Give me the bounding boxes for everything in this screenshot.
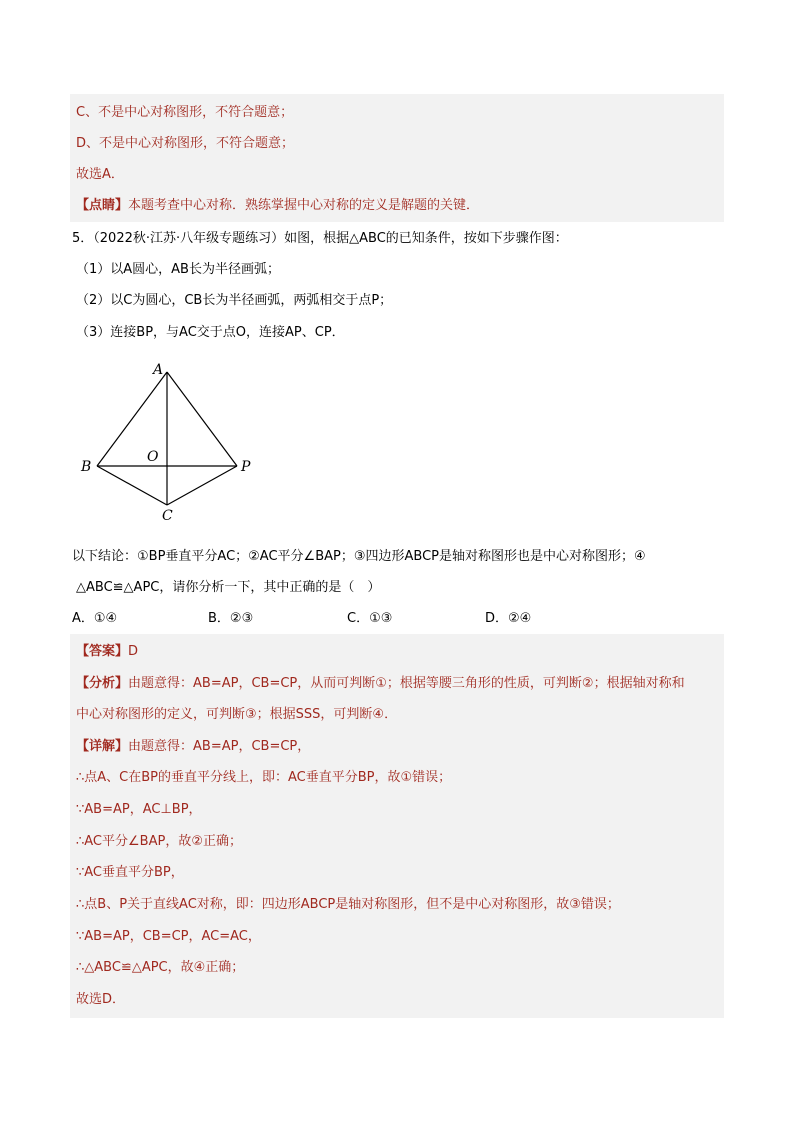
detail-line: ∵AC垂直平分BP，: [76, 865, 184, 880]
detail-line: ∴点A、C在BP的垂直平分线上，即：AC垂直平分BP，故①错误；: [76, 770, 452, 785]
analysis-line2: 中心对称图形的定义，可判断③；根据SSS，可判断④．: [76, 707, 398, 722]
geometry-figure: [76, 358, 266, 528]
segment-pc: [167, 466, 237, 505]
conclusion-line1: 以下结论：①BP垂直平分AC；②AC平分∠BAP；③四边形ABCP是轴对称图形也是中心对称图形；④: [72, 549, 646, 564]
label-c: C: [162, 508, 173, 524]
question-step3: （3）连接BP，与AC交于点O，连接AP、CP．: [76, 325, 345, 340]
question-step2: （2）以C为圆心，CB长为半径画弧，两弧相交于点P；: [76, 293, 393, 308]
option-d[interactable]: D．②④: [485, 611, 532, 626]
detail-text1: 由题意得：AB=AP，CB=CP，: [128, 739, 311, 754]
answer-value: D: [128, 644, 139, 659]
answer-line: [76, 643, 138, 661]
label-b: B: [81, 459, 92, 475]
detail-line: ∵AB=AP，CB=CP，AC=AC，: [76, 929, 261, 944]
analysis-tag: 【分析】: [76, 676, 129, 691]
comment-tag: 【点睛】: [76, 198, 129, 213]
detail-line: ∵AB=AP，AC⊥BP，: [76, 802, 202, 817]
segment-ap: [167, 372, 237, 466]
prev-comment: [76, 197, 479, 215]
analysis-text1: 由题意得：AB=AP，CB=CP，从而可判断①；根据等腰三角形的性质，可判断②；根据轴对称和: [128, 676, 685, 691]
detail-line: 故选D．: [76, 992, 126, 1007]
conclusion-line2: △ABC≌△APC，请你分析一下，其中正确的是（ ）: [76, 580, 381, 595]
prev-line-c: C、不是中心对称图形，不符合题意；: [76, 105, 294, 120]
question-stem: 5．（2022秋·江苏·八年级专题练习）如图，根据△ABC的已知条件，按如下步骤作图：: [72, 231, 568, 246]
detail-line: ∴点B、P关于直线AC对称，即：四边形ABCP是轴对称图形，但不是中心对称图形，故③错误；: [76, 897, 620, 912]
option-c[interactable]: C．①③: [347, 611, 393, 626]
detail-tag: 【详解】: [76, 739, 129, 754]
label-a: A: [153, 362, 164, 378]
question-step1: （1）以A圆心，AB长为半径画弧；: [76, 262, 280, 277]
segment-bc: [97, 466, 167, 505]
answer-tag: 【答案】: [76, 644, 129, 659]
option-b[interactable]: B．②③: [208, 611, 254, 626]
prev-line-d: D、不是中心对称图形，不符合题意；: [76, 136, 295, 151]
detail-line1: [76, 738, 310, 756]
label-o: O: [147, 449, 159, 465]
detail-line: ∴△ABC≌△APC，故④正确；: [76, 960, 245, 975]
option-a[interactable]: A．①④: [72, 611, 118, 626]
prev-choose: 故选A．: [76, 167, 124, 182]
label-p: P: [241, 459, 251, 475]
analysis-line1: [76, 675, 685, 693]
comment-text: 本题考查中心对称．熟练掌握中心对称的定义是解题的关键．: [128, 198, 480, 213]
detail-line: ∴AC平分∠BAP，故②正确；: [76, 834, 242, 849]
